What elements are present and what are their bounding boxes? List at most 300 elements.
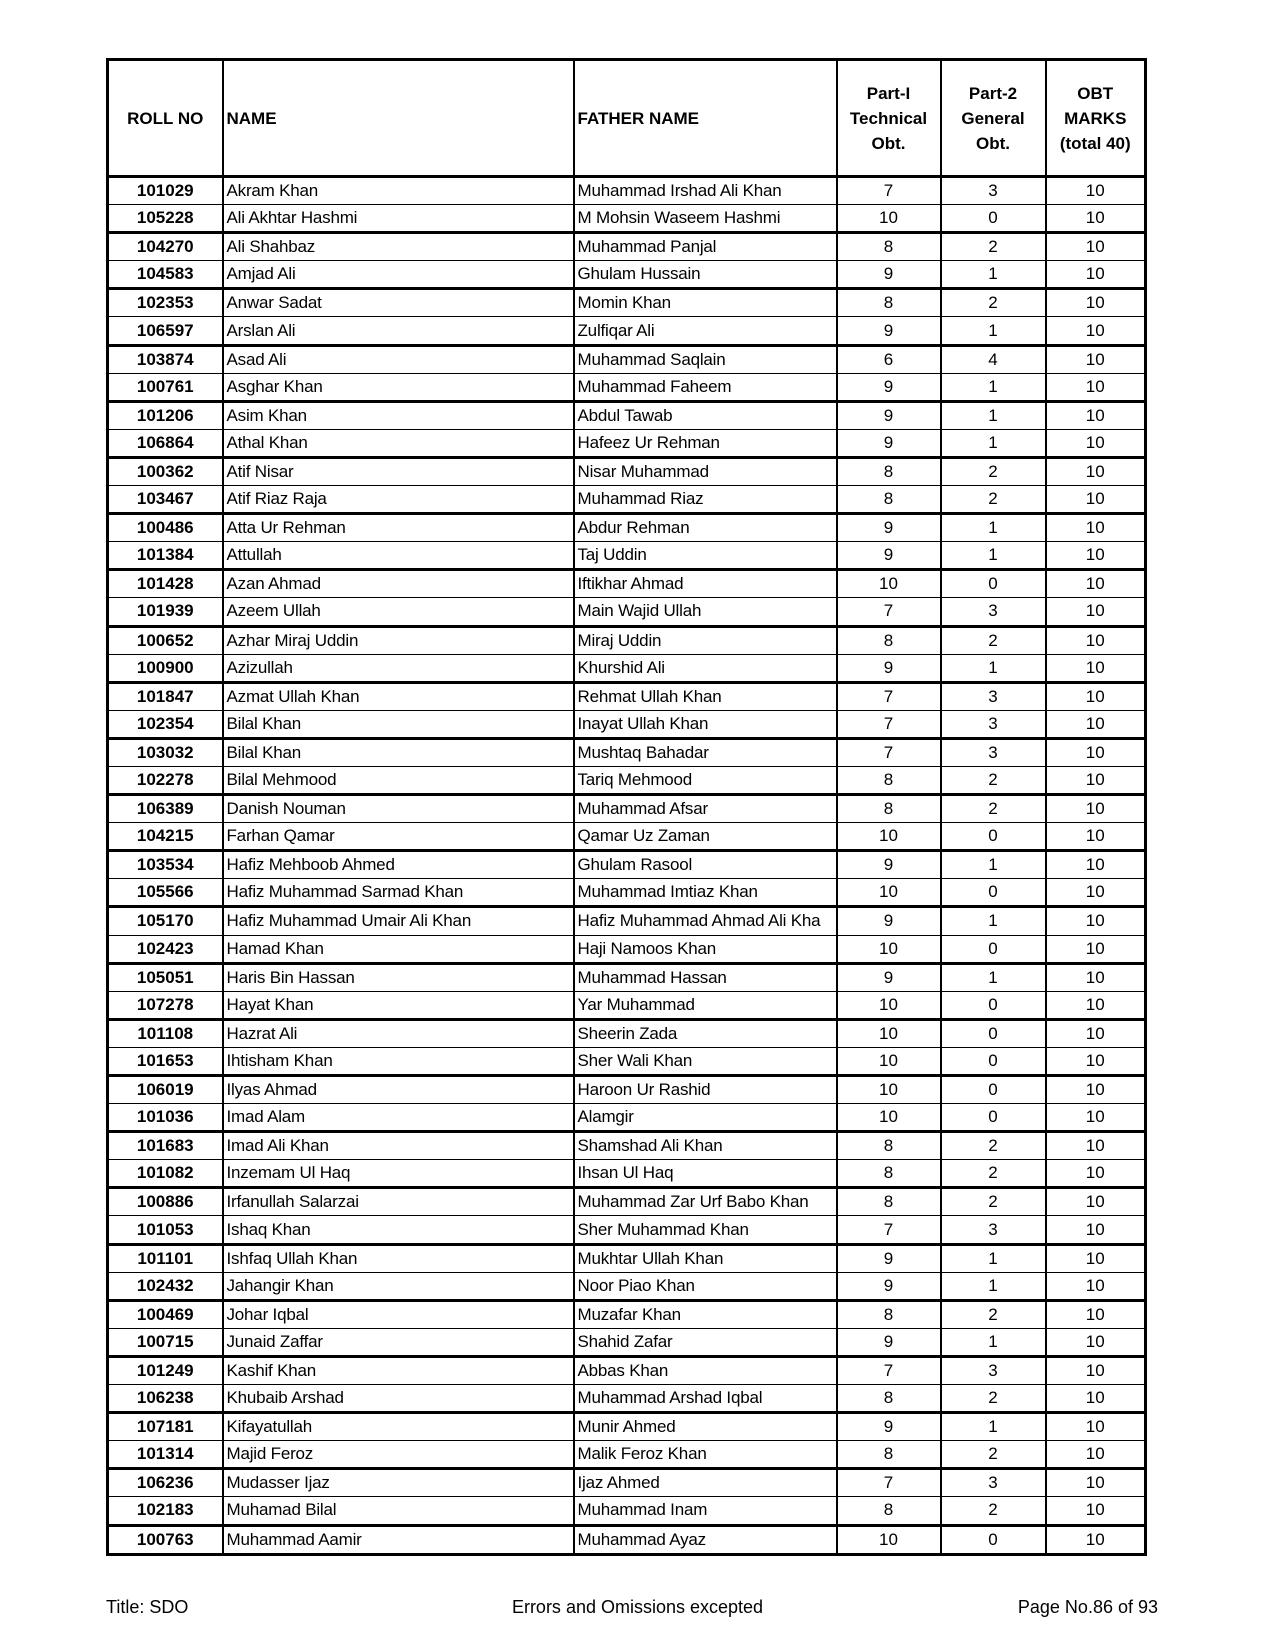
name-cell: Danish Nouman <box>223 795 574 823</box>
name-cell: Junaid Zaffar <box>223 1328 574 1356</box>
part1-score-cell: 9 <box>837 317 941 345</box>
father-name-cell: Abbas Khan <box>574 1356 837 1384</box>
name-cell: Hafiz Muhammad Sarmad Khan <box>223 879 574 907</box>
father-name-cell: Munir Ahmed <box>574 1413 837 1441</box>
father-name-cell: Taj Uddin <box>574 542 837 570</box>
header-obt-line: (total 40) <box>1059 133 1131 153</box>
obt-marks-cell: 10 <box>1046 514 1146 542</box>
part2-score-cell: 2 <box>941 1188 1046 1216</box>
header-part1-line: Obt. <box>871 133 906 153</box>
table-row <box>108 795 1146 823</box>
part2-score-cell: 3 <box>941 738 1046 766</box>
name-cell: Azhar Miraj Uddin <box>223 626 574 654</box>
father-name-cell: Ghulam Rasool <box>574 851 837 879</box>
father-name-cell: Abdur Rehman <box>574 514 837 542</box>
roll-no-cell: 101053 <box>108 1216 223 1244</box>
obt-marks-cell: 10 <box>1046 1047 1146 1075</box>
part1-score-cell: 9 <box>837 401 941 429</box>
part2-score-cell: 1 <box>941 542 1046 570</box>
name-cell: Azan Ahmad <box>223 570 574 598</box>
part1-score-cell: 7 <box>837 177 941 205</box>
part2-score-cell: 0 <box>941 823 1046 851</box>
part1-score-cell: 9 <box>837 1272 941 1300</box>
name-cell: Muhammad Aamir <box>223 1525 574 1554</box>
table-row <box>108 1328 1146 1356</box>
part1-score-cell: 10 <box>837 1047 941 1075</box>
obt-marks-cell: 10 <box>1046 1356 1146 1384</box>
part1-score-cell: 10 <box>837 1019 941 1047</box>
name-cell: Hafiz Muhammad Umair Ali Khan <box>223 907 574 935</box>
obt-marks-cell: 10 <box>1046 1019 1146 1047</box>
father-name-cell: Momin Khan <box>574 289 837 317</box>
table-body <box>108 177 1146 1555</box>
name-cell: Atif Riaz Raja <box>223 486 574 514</box>
table-row <box>108 710 1146 738</box>
table-row <box>108 1244 1146 1272</box>
part1-score-cell: 9 <box>837 654 941 682</box>
obt-marks-cell: 10 <box>1046 1441 1146 1469</box>
name-cell: Ihtisham Khan <box>223 1047 574 1075</box>
part2-score-cell: 0 <box>941 1019 1046 1047</box>
obt-marks-cell: 10 <box>1046 738 1146 766</box>
obt-marks-cell: 10 <box>1046 401 1146 429</box>
name-cell: Bilal Mehmood <box>223 766 574 794</box>
obt-marks-cell: 10 <box>1046 373 1146 401</box>
roll-no-cell: 104270 <box>108 233 223 261</box>
part2-score-cell: 2 <box>941 1441 1046 1469</box>
roll-no-cell: 104583 <box>108 261 223 289</box>
table-row <box>108 373 1146 401</box>
name-cell: Imad Ali Khan <box>223 1132 574 1160</box>
part2-score-cell: 2 <box>941 289 1046 317</box>
table-row <box>108 401 1146 429</box>
part1-score-cell: 8 <box>837 486 941 514</box>
part1-score-cell: 8 <box>837 626 941 654</box>
part2-score-cell: 3 <box>941 1469 1046 1497</box>
roll-no-cell: 100652 <box>108 626 223 654</box>
table-row <box>108 823 1146 851</box>
name-cell: Kashif Khan <box>223 1356 574 1384</box>
part2-score-cell: 1 <box>941 429 1046 457</box>
part1-score-cell: 8 <box>837 233 941 261</box>
part1-score-cell: 8 <box>837 1188 941 1216</box>
roll-no-cell: 101847 <box>108 682 223 710</box>
obt-marks-cell: 10 <box>1046 261 1146 289</box>
father-name-cell: Khurshid Ali <box>574 654 837 682</box>
table-row <box>108 1047 1146 1075</box>
father-name-cell: Tariq Mehmood <box>574 766 837 794</box>
father-name-cell: Ijaz Ahmed <box>574 1469 837 1497</box>
roll-no-cell: 100900 <box>108 654 223 682</box>
name-cell: Amjad Ali <box>223 261 574 289</box>
name-cell: Asim Khan <box>223 401 574 429</box>
father-name-cell: Qamar Uz Zaman <box>574 823 837 851</box>
table-row <box>108 1160 1146 1188</box>
part2-score-cell: 1 <box>941 654 1046 682</box>
table-row <box>108 935 1146 963</box>
name-cell: Atta Ur Rehman <box>223 514 574 542</box>
name-cell: Muhamad Bilal <box>223 1497 574 1525</box>
roll-no-cell: 100715 <box>108 1328 223 1356</box>
part2-score-cell: 2 <box>941 486 1046 514</box>
obt-marks-cell: 10 <box>1046 1525 1146 1554</box>
part1-score-cell: 8 <box>837 1497 941 1525</box>
name-cell: Mudasser Ijaz <box>223 1469 574 1497</box>
part2-score-cell: 1 <box>941 401 1046 429</box>
obt-marks-cell: 10 <box>1046 598 1146 626</box>
table-row <box>108 963 1146 991</box>
father-name-cell: Haroon Ur Rashid <box>574 1076 837 1104</box>
header-part1-technical <box>837 60 941 177</box>
roll-no-cell: 100886 <box>108 1188 223 1216</box>
header-part1-line: Technical <box>849 108 928 128</box>
part1-score-cell: 10 <box>837 935 941 963</box>
header-part2-line: General <box>961 108 1025 128</box>
header-obt-marks <box>1046 60 1146 177</box>
part2-score-cell: 2 <box>941 233 1046 261</box>
obt-marks-cell: 10 <box>1046 289 1146 317</box>
obt-marks-cell: 10 <box>1046 795 1146 823</box>
part2-score-cell: 2 <box>941 457 1046 485</box>
part1-score-cell: 7 <box>837 598 941 626</box>
obt-marks-cell: 10 <box>1046 879 1146 907</box>
name-cell: Azeem Ullah <box>223 598 574 626</box>
roll-no-cell: 105566 <box>108 879 223 907</box>
part1-score-cell: 8 <box>837 1132 941 1160</box>
father-name-cell: Muhammad Arshad Iqbal <box>574 1385 837 1413</box>
obt-marks-cell: 10 <box>1046 542 1146 570</box>
table-row <box>108 457 1146 485</box>
father-name-cell: Hafeez Ur Rehman <box>574 429 837 457</box>
roll-no-cell: 101108 <box>108 1019 223 1047</box>
roll-no-cell: 103467 <box>108 486 223 514</box>
roll-no-cell: 106864 <box>108 429 223 457</box>
part1-score-cell: 6 <box>837 345 941 373</box>
part1-score-cell: 10 <box>837 1076 941 1104</box>
roll-no-cell: 101683 <box>108 1132 223 1160</box>
roll-no-cell: 105051 <box>108 963 223 991</box>
part1-score-cell: 10 <box>837 991 941 1019</box>
obt-marks-cell: 10 <box>1046 654 1146 682</box>
obt-marks-cell: 10 <box>1046 935 1146 963</box>
roll-no-cell: 101206 <box>108 401 223 429</box>
part2-score-cell: 2 <box>941 626 1046 654</box>
obt-marks-cell: 10 <box>1046 177 1146 205</box>
obt-marks-cell: 10 <box>1046 1328 1146 1356</box>
part2-score-cell: 2 <box>941 1160 1046 1188</box>
roll-no-cell: 102432 <box>108 1272 223 1300</box>
part2-score-cell: 0 <box>941 991 1046 1019</box>
obt-marks-cell: 10 <box>1046 1188 1146 1216</box>
name-cell: Ishaq Khan <box>223 1216 574 1244</box>
father-name-cell: Zulfiqar Ali <box>574 317 837 345</box>
part1-score-cell: 9 <box>837 514 941 542</box>
obt-marks-cell: 10 <box>1046 486 1146 514</box>
father-name-cell: Inayat Ullah Khan <box>574 710 837 738</box>
obt-marks-cell: 10 <box>1046 1076 1146 1104</box>
name-cell: Atif Nisar <box>223 457 574 485</box>
roll-no-cell: 106597 <box>108 317 223 345</box>
roll-no-cell: 102354 <box>108 710 223 738</box>
roll-no-cell: 102423 <box>108 935 223 963</box>
roll-no-cell: 106389 <box>108 795 223 823</box>
roll-no-cell: 101653 <box>108 1047 223 1075</box>
father-name-cell: Muhammad Inam <box>574 1497 837 1525</box>
part1-score-cell: 8 <box>837 795 941 823</box>
part1-score-cell: 9 <box>837 851 941 879</box>
name-cell: Hafiz Mehboob Ahmed <box>223 851 574 879</box>
roll-no-cell: 102183 <box>108 1497 223 1525</box>
table-row <box>108 1019 1146 1047</box>
name-cell: Athal Khan <box>223 429 574 457</box>
header-roll-no: ROLL NO <box>108 60 223 177</box>
obt-marks-cell: 10 <box>1046 345 1146 373</box>
table-row <box>108 177 1146 205</box>
roll-no-cell: 101939 <box>108 598 223 626</box>
obt-marks-cell: 10 <box>1046 429 1146 457</box>
obt-marks-cell: 10 <box>1046 1497 1146 1525</box>
table-row <box>108 1104 1146 1132</box>
part1-score-cell: 10 <box>837 1104 941 1132</box>
part2-score-cell: 3 <box>941 1216 1046 1244</box>
roll-no-cell: 106019 <box>108 1076 223 1104</box>
part2-score-cell: 1 <box>941 373 1046 401</box>
obt-marks-cell: 10 <box>1046 1272 1146 1300</box>
table-row <box>108 626 1146 654</box>
father-name-cell: Yar Muhammad <box>574 991 837 1019</box>
part2-score-cell: 1 <box>941 1328 1046 1356</box>
father-name-cell: Abdul Tawab <box>574 401 837 429</box>
part2-score-cell: 0 <box>941 935 1046 963</box>
roll-no-cell: 101428 <box>108 570 223 598</box>
father-name-cell: Muhammad Imtiaz Khan <box>574 879 837 907</box>
table-row <box>108 1385 1146 1413</box>
part1-score-cell: 7 <box>837 738 941 766</box>
header-part2-general <box>941 60 1046 177</box>
part1-score-cell: 7 <box>837 682 941 710</box>
part1-score-cell: 9 <box>837 429 941 457</box>
name-cell: Akram Khan <box>223 177 574 205</box>
father-name-cell: Muhammad Afsar <box>574 795 837 823</box>
obt-marks-cell: 10 <box>1046 233 1146 261</box>
roll-no-cell: 106238 <box>108 1385 223 1413</box>
name-cell: Arslan Ali <box>223 317 574 345</box>
name-cell: Bilal Khan <box>223 710 574 738</box>
part2-score-cell: 0 <box>941 1525 1046 1554</box>
table-row <box>108 907 1146 935</box>
table-row <box>108 1413 1146 1441</box>
obt-marks-cell: 10 <box>1046 823 1146 851</box>
father-name-cell: Miraj Uddin <box>574 626 837 654</box>
part2-score-cell: 0 <box>941 1076 1046 1104</box>
roll-no-cell: 100761 <box>108 373 223 401</box>
part1-score-cell: 10 <box>837 570 941 598</box>
obt-marks-cell: 10 <box>1046 570 1146 598</box>
obt-marks-cell: 10 <box>1046 1385 1146 1413</box>
father-name-cell: M Mohsin Waseem Hashmi <box>574 205 837 233</box>
father-name-cell: Ihsan Ul Haq <box>574 1160 837 1188</box>
roll-no-cell: 100469 <box>108 1300 223 1328</box>
part2-score-cell: 1 <box>941 1413 1046 1441</box>
part2-score-cell: 3 <box>941 598 1046 626</box>
part2-score-cell: 0 <box>941 1104 1046 1132</box>
obt-marks-cell: 10 <box>1046 963 1146 991</box>
father-name-cell: Malik Feroz Khan <box>574 1441 837 1469</box>
table-row <box>108 1525 1146 1554</box>
father-name-cell: Nisar Muhammad <box>574 457 837 485</box>
father-name-cell: Mushtaq Bahadar <box>574 738 837 766</box>
name-cell: Khubaib Arshad <box>223 1385 574 1413</box>
table-row <box>108 682 1146 710</box>
obt-marks-cell: 10 <box>1046 317 1146 345</box>
name-cell: Azmat Ullah Khan <box>223 682 574 710</box>
part2-score-cell: 2 <box>941 1300 1046 1328</box>
table-row <box>108 851 1146 879</box>
header-part1-line: Part-I <box>866 83 911 103</box>
roll-no-cell: 101314 <box>108 1441 223 1469</box>
father-name-cell: Muzafar Khan <box>574 1300 837 1328</box>
obt-marks-cell: 10 <box>1046 457 1146 485</box>
father-name-cell: Muhammad Hassan <box>574 963 837 991</box>
name-cell: Inzemam Ul Haq <box>223 1160 574 1188</box>
name-cell: Hamad Khan <box>223 935 574 963</box>
footer-note: Errors and Omissions excepted <box>511 1597 764 1617</box>
father-name-cell: Sher Muhammad Khan <box>574 1216 837 1244</box>
part1-score-cell: 9 <box>837 373 941 401</box>
header-name: NAME <box>223 60 574 177</box>
part2-score-cell: 2 <box>941 1132 1046 1160</box>
name-cell: Haris Bin Hassan <box>223 963 574 991</box>
obt-marks-cell: 10 <box>1046 851 1146 879</box>
roll-no-cell: 101384 <box>108 542 223 570</box>
father-name-cell: Sheerin Zada <box>574 1019 837 1047</box>
footer-page-number: Page No.86 of 93 <box>1017 1597 1158 1617</box>
obt-marks-cell: 10 <box>1046 766 1146 794</box>
table-row <box>108 317 1146 345</box>
name-cell: Imad Alam <box>223 1104 574 1132</box>
table-row <box>108 654 1146 682</box>
part2-score-cell: 2 <box>941 795 1046 823</box>
father-name-cell: Muhammad Faheem <box>574 373 837 401</box>
part2-score-cell: 1 <box>941 317 1046 345</box>
part1-score-cell: 9 <box>837 1413 941 1441</box>
roll-no-cell: 103874 <box>108 345 223 373</box>
table-row <box>108 345 1146 373</box>
table-row <box>108 1272 1146 1300</box>
part2-score-cell: 0 <box>941 205 1046 233</box>
part1-score-cell: 9 <box>837 1328 941 1356</box>
obt-marks-cell: 10 <box>1046 626 1146 654</box>
roll-no-cell: 101029 <box>108 177 223 205</box>
table-row <box>108 1188 1146 1216</box>
part1-score-cell: 9 <box>837 1244 941 1272</box>
table-row <box>108 233 1146 261</box>
part1-score-cell: 9 <box>837 963 941 991</box>
part2-score-cell: 3 <box>941 177 1046 205</box>
part2-score-cell: 3 <box>941 1356 1046 1384</box>
table-row <box>108 1076 1146 1104</box>
roll-no-cell: 101082 <box>108 1160 223 1188</box>
father-name-cell: Muhammad Riaz <box>574 486 837 514</box>
part2-score-cell: 1 <box>941 907 1046 935</box>
obt-marks-cell: 10 <box>1046 991 1146 1019</box>
name-cell: Asad Ali <box>223 345 574 373</box>
header-part2-line: Part-2 <box>968 83 1018 103</box>
part2-score-cell: 1 <box>941 514 1046 542</box>
roll-no-cell: 106236 <box>108 1469 223 1497</box>
part2-score-cell: 2 <box>941 1385 1046 1413</box>
table-row <box>108 1132 1146 1160</box>
part2-score-cell: 2 <box>941 1497 1046 1525</box>
part1-score-cell: 10 <box>837 1525 941 1554</box>
roll-no-cell: 101036 <box>108 1104 223 1132</box>
name-cell: Farhan Qamar <box>223 823 574 851</box>
part1-score-cell: 7 <box>837 710 941 738</box>
roll-no-cell: 103032 <box>108 738 223 766</box>
roll-no-cell: 103534 <box>108 851 223 879</box>
obt-marks-cell: 10 <box>1046 1300 1146 1328</box>
father-name-cell: Iftikhar Ahmad <box>574 570 837 598</box>
table-row <box>108 598 1146 626</box>
part1-score-cell: 7 <box>837 1356 941 1384</box>
father-name-cell: Rehmat Ullah Khan <box>574 682 837 710</box>
name-cell: Irfanullah Salarzai <box>223 1188 574 1216</box>
part1-score-cell: 8 <box>837 457 941 485</box>
name-cell: Attullah <box>223 542 574 570</box>
roll-no-cell: 104215 <box>108 823 223 851</box>
table-row <box>108 1441 1146 1469</box>
father-name-cell: Main Wajid Ullah <box>574 598 837 626</box>
part1-score-cell: 8 <box>837 1300 941 1328</box>
roll-no-cell: 105228 <box>108 205 223 233</box>
obt-marks-cell: 10 <box>1046 1413 1146 1441</box>
name-cell: Kifayatullah <box>223 1413 574 1441</box>
roll-no-cell: 100362 <box>108 457 223 485</box>
father-name-cell: Hafiz Muhammad Ahmad Ali Kha <box>574 907 837 935</box>
part1-score-cell: 8 <box>837 1160 941 1188</box>
obt-marks-cell: 10 <box>1046 1244 1146 1272</box>
results-table <box>106 58 1147 1556</box>
table-row <box>108 879 1146 907</box>
roll-no-cell: 102353 <box>108 289 223 317</box>
part1-score-cell: 9 <box>837 542 941 570</box>
table-header-row <box>108 60 1146 177</box>
roll-no-cell: 101101 <box>108 1244 223 1272</box>
father-name-cell: Mukhtar Ullah Khan <box>574 1244 837 1272</box>
obt-marks-cell: 10 <box>1046 682 1146 710</box>
obt-marks-cell: 10 <box>1046 1104 1146 1132</box>
name-cell: Asghar Khan <box>223 373 574 401</box>
table-row <box>108 991 1146 1019</box>
roll-no-cell: 102278 <box>108 766 223 794</box>
table-row <box>108 1469 1146 1497</box>
part1-score-cell: 10 <box>837 879 941 907</box>
name-cell: Ali Shahbaz <box>223 233 574 261</box>
part2-score-cell: 1 <box>941 963 1046 991</box>
name-cell: Azizullah <box>223 654 574 682</box>
part2-score-cell: 1 <box>941 1244 1046 1272</box>
part2-score-cell: 1 <box>941 1272 1046 1300</box>
part2-score-cell: 0 <box>941 570 1046 598</box>
father-name-cell: Shamshad Ali Khan <box>574 1132 837 1160</box>
roll-no-cell: 107181 <box>108 1413 223 1441</box>
header-part2-line: Obt. <box>976 133 1010 153</box>
father-name-cell: Muhammad Irshad Ali Khan <box>574 177 837 205</box>
obt-marks-cell: 10 <box>1046 205 1146 233</box>
table-row <box>108 429 1146 457</box>
part2-score-cell: 3 <box>941 710 1046 738</box>
father-name-cell: Shahid Zafar <box>574 1328 837 1356</box>
